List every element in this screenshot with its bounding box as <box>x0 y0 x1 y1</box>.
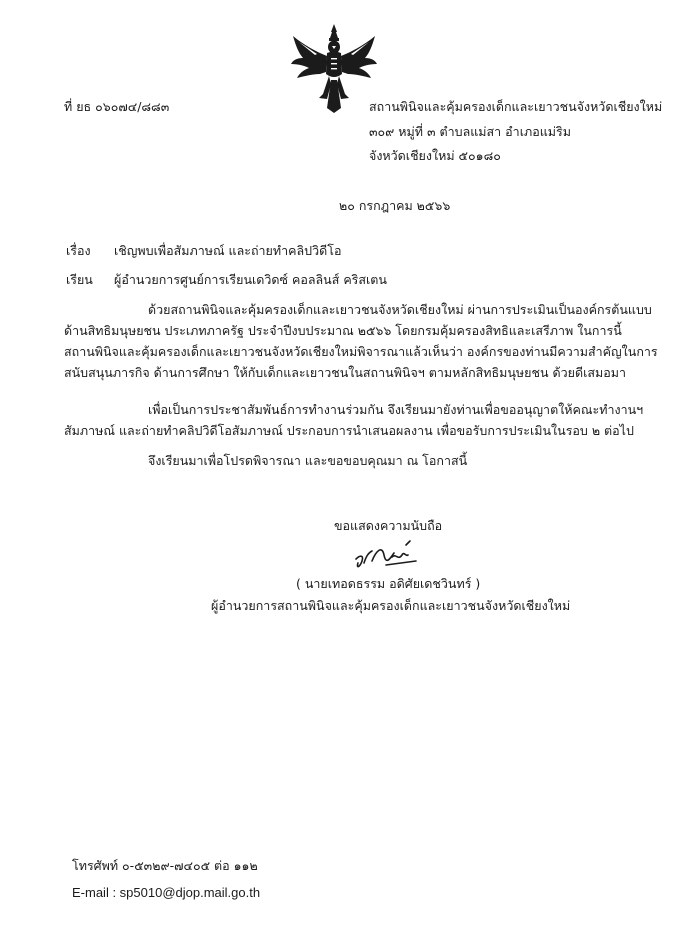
body-paragraph-1 <box>64 299 658 383</box>
reference-number: ที่ ยธ ๐๖๐๗๔/๘๘๓ <box>64 99 170 114</box>
recipient-label: เรียน <box>66 272 93 287</box>
paragraph-line: ด้านสิทธิมนุษยชน ประเภทภาครัฐ ประจำปีงบประมาณ ๒๕๖๖ โดยกรมคุ้มครองสิทธิและเสรีภาพ ในการนี้ <box>64 323 622 338</box>
letter-date: ๒๐ กรกฎาคม ๒๕๖๖ <box>339 198 451 213</box>
body-paragraph-3: จึงเรียนมาเพื่อโปรดพิจารณา และขอขอบคุณมา ณ โอกาสนี้ <box>148 453 468 468</box>
paragraph-line: สถานพินิจและคุ้มครองเด็กและเยาวชนจังหวัดเชียงใหม่พิจารณาแล้วเห็นว่า องค์กรของท่านมีความสำคัญในการ <box>64 344 658 359</box>
garuda-emblem <box>287 22 381 114</box>
org-address-line: ๓๐๙ หมู่ที่ ๓ ตำบลแม่สา อำเภอแม่ริม <box>369 124 571 139</box>
paragraph-line: เพื่อเป็นการประชาสัมพันธ์การทำงานร่วมกัน จึงเรียนมายังท่านเพื่อขออนุญาตให้คณะทำงานฯ <box>148 402 644 417</box>
signer-title: ผู้อำนวยการสถานพินิจและคุ้มครองเด็กและเยาวชนจังหวัดเชียงใหม่ <box>211 598 571 613</box>
body-paragraph-2 <box>64 399 643 441</box>
recipient-text: ผู้อำนวยการศูนย์การเรียนเดวิดซ์ คอลลินส์ คริสเตน <box>114 272 387 287</box>
contact-phone: โทรศัพท์ ๐-๕๓๒๙-๗๔๐๕ ต่อ ๑๑๒ <box>72 858 258 873</box>
paragraph-line: สัมภาษณ์ และถ่ายทำคลิปวิดีโอสัมภาษณ์ ประกอบการนำเสนอผลงาน เพื่อขอรับการประเมินในรอบ ๒ ต่อไป <box>64 423 634 438</box>
subject-label: เรื่อง <box>66 243 91 258</box>
paragraph-line: ด้วยสถานพินิจและคุ้มครองเด็กและเยาวชนจังหวัดเชียงใหม่ ผ่านการประเมินเป็นองค์กรต้นแบบ <box>148 302 652 317</box>
paragraph-line: สนับสนุนภารกิจ ด้านการศึกษา ให้กับเด็กและเยาวชนในสถานพินิจฯ ตามหลักสิทธิมนุษยชน ด้วยดีเสมอมา <box>64 365 626 380</box>
closing-salutation: ขอแสดงความนับถือ <box>334 518 443 533</box>
signer-name: ( นายเทอดธรรม อดิศัยเดชวินทร์ ) <box>296 576 481 591</box>
org-province-postcode: จังหวัดเชียงใหม่ ๕๐๑๘๐ <box>369 148 501 163</box>
contact-email: E-mail : sp5010@djop.mail.go.th <box>72 885 261 900</box>
org-name: สถานพินิจและคุ้มครองเด็กและเยาวชนจังหวัดเชียงใหม่ <box>369 99 663 114</box>
handwritten-signature <box>346 537 430 577</box>
subject-text: เชิญพบเพื่อสัมภาษณ์ และถ่ายทำคลิปวิดีโอ <box>114 243 342 258</box>
